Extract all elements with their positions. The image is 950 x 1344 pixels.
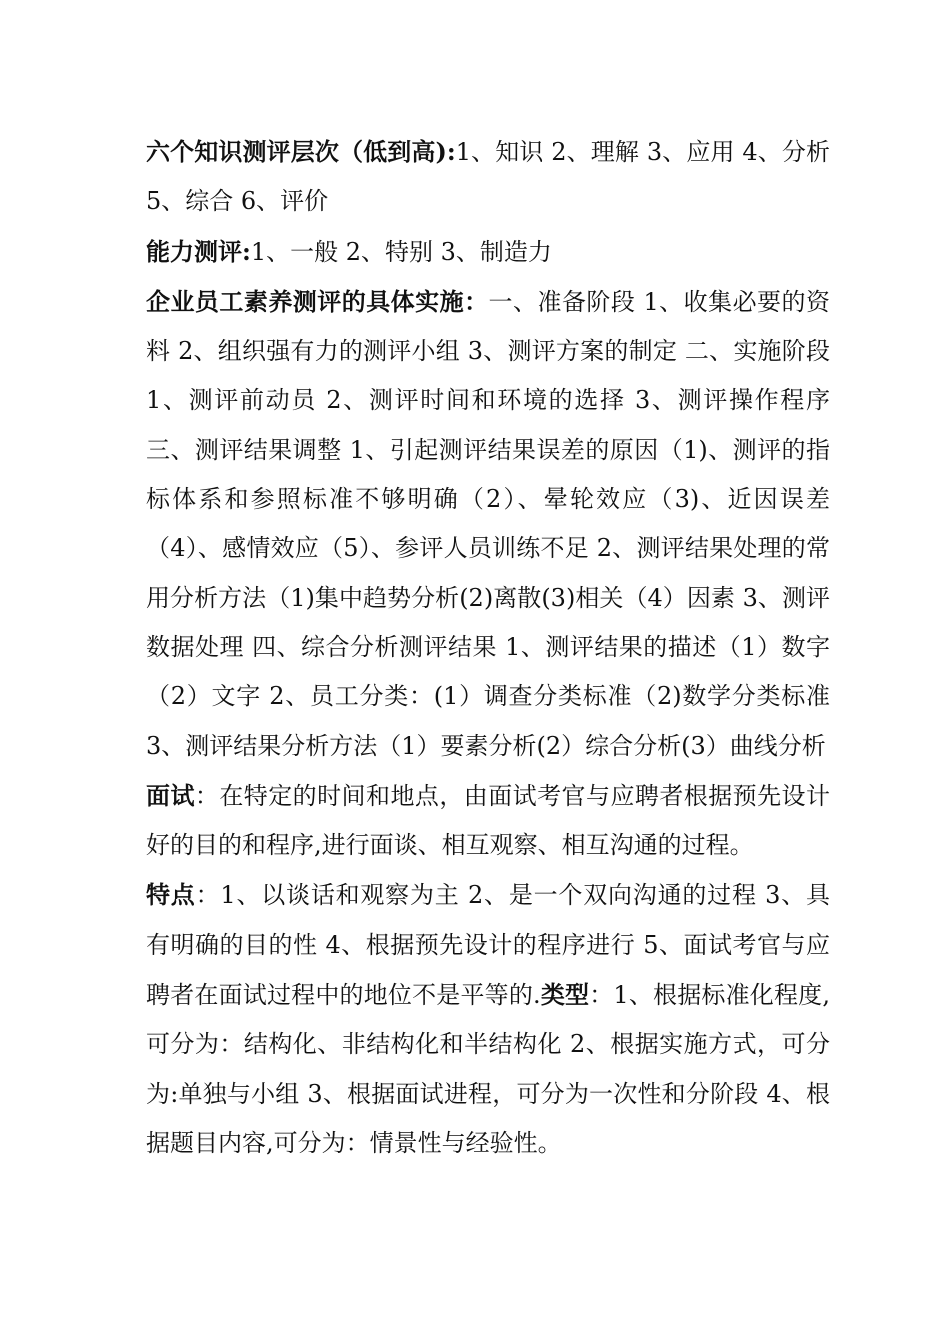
term-features: 特点 — [146, 880, 196, 910]
paragraph-features-types — [146, 870, 830, 1168]
text-types: ：1、根据标准化程度,可分为：结构化、非结构化和半结构化 2、根据实施方式，可分为:单独与小组 3、根据面试进程，可分为一次性和分阶段 4、根据题目内容,可分为：情景性与经验性。 — [146, 981, 830, 1157]
text-features: ：1、以谈话和观察为主 2、是一个双向沟通的过程 3、具有明确的目的性 4、根据预先设计的程序进行 5、面试考官与应聘者在面试过程中的地位不是平等的. — [146, 881, 830, 1010]
paragraph-knowledge-levels — [146, 127, 830, 227]
term-types: 类型 — [540, 980, 590, 1010]
term-interview: 面试 — [146, 780, 195, 810]
text-assessment-implementation: 一、准备阶段 1、收集必要的资料 2、组织强有力的测评小组 3、测评方案的制定 二、实施阶段 1、测评前动员 2、测评时间和环境的选择 3、测评操作程序 三、测评结果调整 1、引起测评结果误差的原因（1)、测评的指标体系和参照标准不够明确（2）、晕轮效应（3)、近因误差（4）、感情效应（5）、参评人员训练不足 2、测评结果处理的常用分析方法（1)集中趋势分析(2)离散(3)相关（4）因素 3、测评数据处理 四、综合分析测评结果 1、测评结果的描述（1）数字（2）文字 2、员工分类：(1）调查分类标准（2)数学分类标准 3、测评结果分析方法（1）要素分析(2）综合分析(3）曲线分析 — [146, 287, 830, 760]
paragraph-assessment-implementation — [146, 277, 830, 771]
term-knowledge-levels: 六个知识测评层次（低到高): — [146, 137, 456, 166]
paragraph-ability-assessment — [146, 227, 830, 277]
text-knowledge-levels: 1、知识 2、理解 3、应用 4、分析 5、综合 6、评价 — [146, 138, 831, 216]
text-ability-assessment: 1、一般 2、特别 3、制造力 — [250, 237, 552, 266]
text-interview: ：在特定的时间和地点，由面试考官与应聘者根据预先设计好的目的和程序,进行面谈、相互观察、相互沟通的过程。 — [146, 781, 830, 860]
term-assessment-implementation: 企业员工素养测评的具体实施： — [146, 286, 489, 316]
paragraph-interview — [146, 771, 830, 871]
term-ability-assessment: 能力测评: — [146, 236, 251, 266]
